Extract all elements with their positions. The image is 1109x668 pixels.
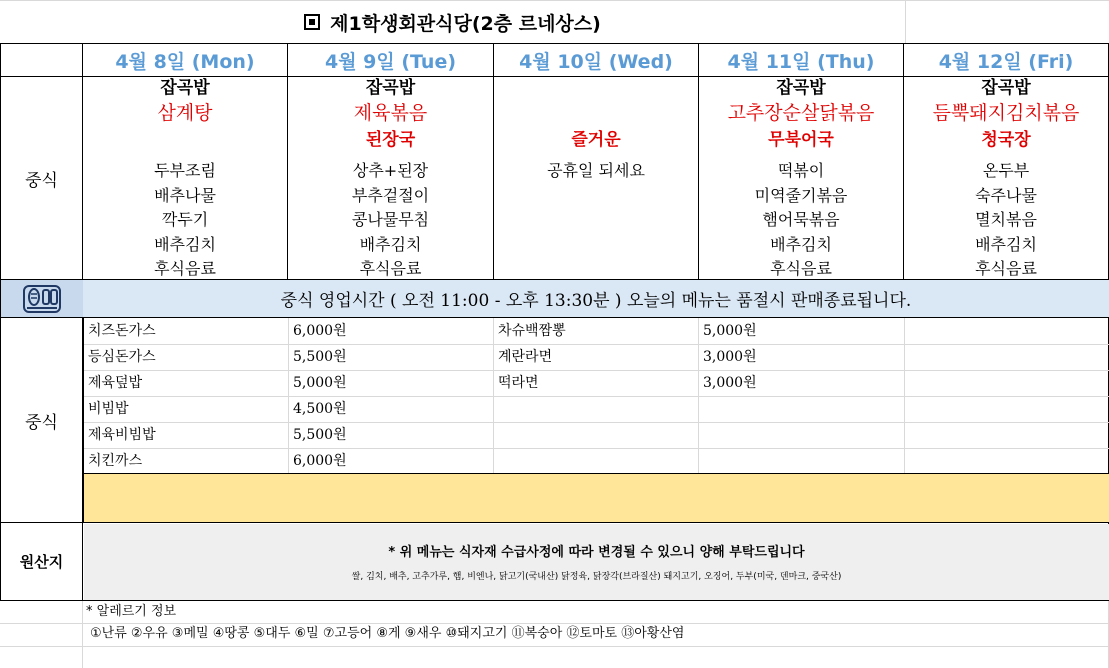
main-dish: 듬뿍돼지김치볶음	[932, 102, 1080, 124]
side-dish: 두부조림	[154, 161, 216, 180]
menu-thu	[699, 76, 903, 279]
side-dish: 배추나물	[154, 185, 216, 205]
side-dish: 상추+된장	[352, 161, 429, 180]
side-dish: 부추겉절이	[351, 185, 430, 205]
side-dish: 후식음료	[359, 259, 422, 278]
menu-wed	[494, 76, 698, 279]
soup	[83, 127, 287, 153]
rice: 잡곡밥	[160, 78, 210, 98]
soup: 된장국	[365, 130, 416, 150]
menu-item-price: 6,000원	[293, 453, 347, 469]
side-dish: 깍두기	[161, 210, 209, 229]
menu-mon	[83, 76, 287, 279]
side-dish: 멸치볶음	[975, 210, 1037, 229]
row-label-alacarte: 중식	[25, 412, 58, 433]
menu-item-price: 6,000원	[293, 323, 347, 339]
menu-item-name: 차슈백짬뽕	[498, 323, 566, 339]
menu-fri	[904, 76, 1108, 279]
menu-item-name: 제육덮밥	[88, 375, 143, 391]
side-dish: 배추김치	[770, 234, 832, 254]
page-title	[0, 0, 905, 44]
menu-item-name: 계란라면	[498, 349, 553, 365]
row-label-lunch: 중식	[25, 170, 58, 191]
soup: 청국장	[981, 130, 1031, 150]
side-dish: 숙주나물	[975, 185, 1037, 205]
square-bullet-icon	[304, 14, 320, 30]
menu-item-price: 3,000원	[703, 375, 757, 391]
rice	[494, 77, 698, 99]
origin-detail: 쌀, 김치, 배추, 고추가루, 햄, 비엔나, 닭고기(국내산) 닭정육, 닭장각(브라질산) 돼지고기, 오징어, 두부(미국, 덴마크, 중국산)	[351, 572, 842, 582]
side-dish: 햄어묵볶음	[762, 210, 840, 229]
allergy-title: * 알레르기 정보	[86, 604, 177, 619]
menu-item-price: 5,500원	[293, 349, 347, 365]
menu-item-price: 3,000원	[703, 349, 757, 365]
origin-label: 원산지	[19, 553, 64, 571]
menu-tue	[288, 76, 493, 279]
menu-item-name: 제육비빔밥	[88, 427, 156, 443]
main-dish: 제육볶음	[353, 102, 428, 124]
side-dish: 배추김치	[359, 234, 422, 254]
menu-item-name: 비빔밥	[88, 401, 129, 417]
menu-item-price: 5,000원	[703, 323, 757, 339]
main-dish: 삼계탕	[157, 102, 213, 124]
side-dish: 온두부	[982, 161, 1030, 180]
side-dish: 후식음료	[154, 259, 216, 278]
side-dish: 배추김치	[975, 234, 1037, 254]
main-dish: 고추장순살닭볶음	[727, 102, 875, 124]
origin-info	[84, 524, 1109, 600]
day-header-tue: 4월 9일 (Tue)	[324, 50, 457, 73]
day-header-mon: 4월 8일 (Mon)	[115, 50, 255, 73]
allergy-list: ①난류 ②우유 ③메밀 ④땅콩 ⑤대두 ⑥밀 ⑦고등어 ⑧게 ⑨새우 ⑩돼지고기 ⑪복숭아 ⑫토마토 ⑬아황산염	[90, 626, 685, 641]
side-dish: 콩나물무침	[351, 210, 430, 229]
menu-item-name: 치즈돈가스	[88, 323, 156, 339]
side-dish: 떡볶이	[777, 161, 825, 180]
menu-item-name: 등심돈가스	[88, 349, 156, 365]
origin-notice: * 위 메뉴는 식자재 수급사정에 따라 변경될 수 있으니 양해 부탁드립니다	[388, 545, 805, 560]
day-header-fri: 4월 12일 (Fri)	[938, 50, 1074, 73]
rice: 잡곡밥	[981, 78, 1031, 98]
side-dish: 배추김치	[154, 234, 216, 254]
day-header-wed: 4월 10일 (Wed)	[519, 50, 673, 73]
side-dish: 후식음료	[770, 259, 832, 278]
menu-item-name: 치킨까스	[88, 453, 143, 469]
rice: 잡곡밥	[365, 78, 416, 98]
soup: 무북어국	[768, 130, 834, 150]
holiday-text: 즐거운	[571, 130, 621, 150]
highlight-band	[84, 474, 1109, 522]
bread-basket-icon	[1, 280, 83, 317]
menu-item-name: 떡라면	[498, 375, 539, 391]
rice: 잡곡밥	[776, 78, 826, 98]
side-dish: 후식음료	[975, 259, 1037, 278]
title-text: 제1학생회관식당(2층 르네상스)	[330, 12, 601, 35]
menu-item-price: 4,500원	[293, 401, 347, 417]
menu-item-price: 5,500원	[293, 427, 347, 443]
day-header-thu: 4월 11일 (Thu)	[727, 50, 875, 73]
hours-notice: 중식 영업시간 ( 오전 11:00 - 오후 13:30분 ) 오늘의 메뉴는 품절시 판매종료됩니다.	[83, 280, 1109, 317]
holiday-text: 공휴일 되세요	[547, 161, 645, 180]
menu-item-price: 5,000원	[293, 375, 347, 391]
main-dish	[494, 99, 698, 127]
side-dish: 미역줄기볶음	[754, 185, 848, 205]
